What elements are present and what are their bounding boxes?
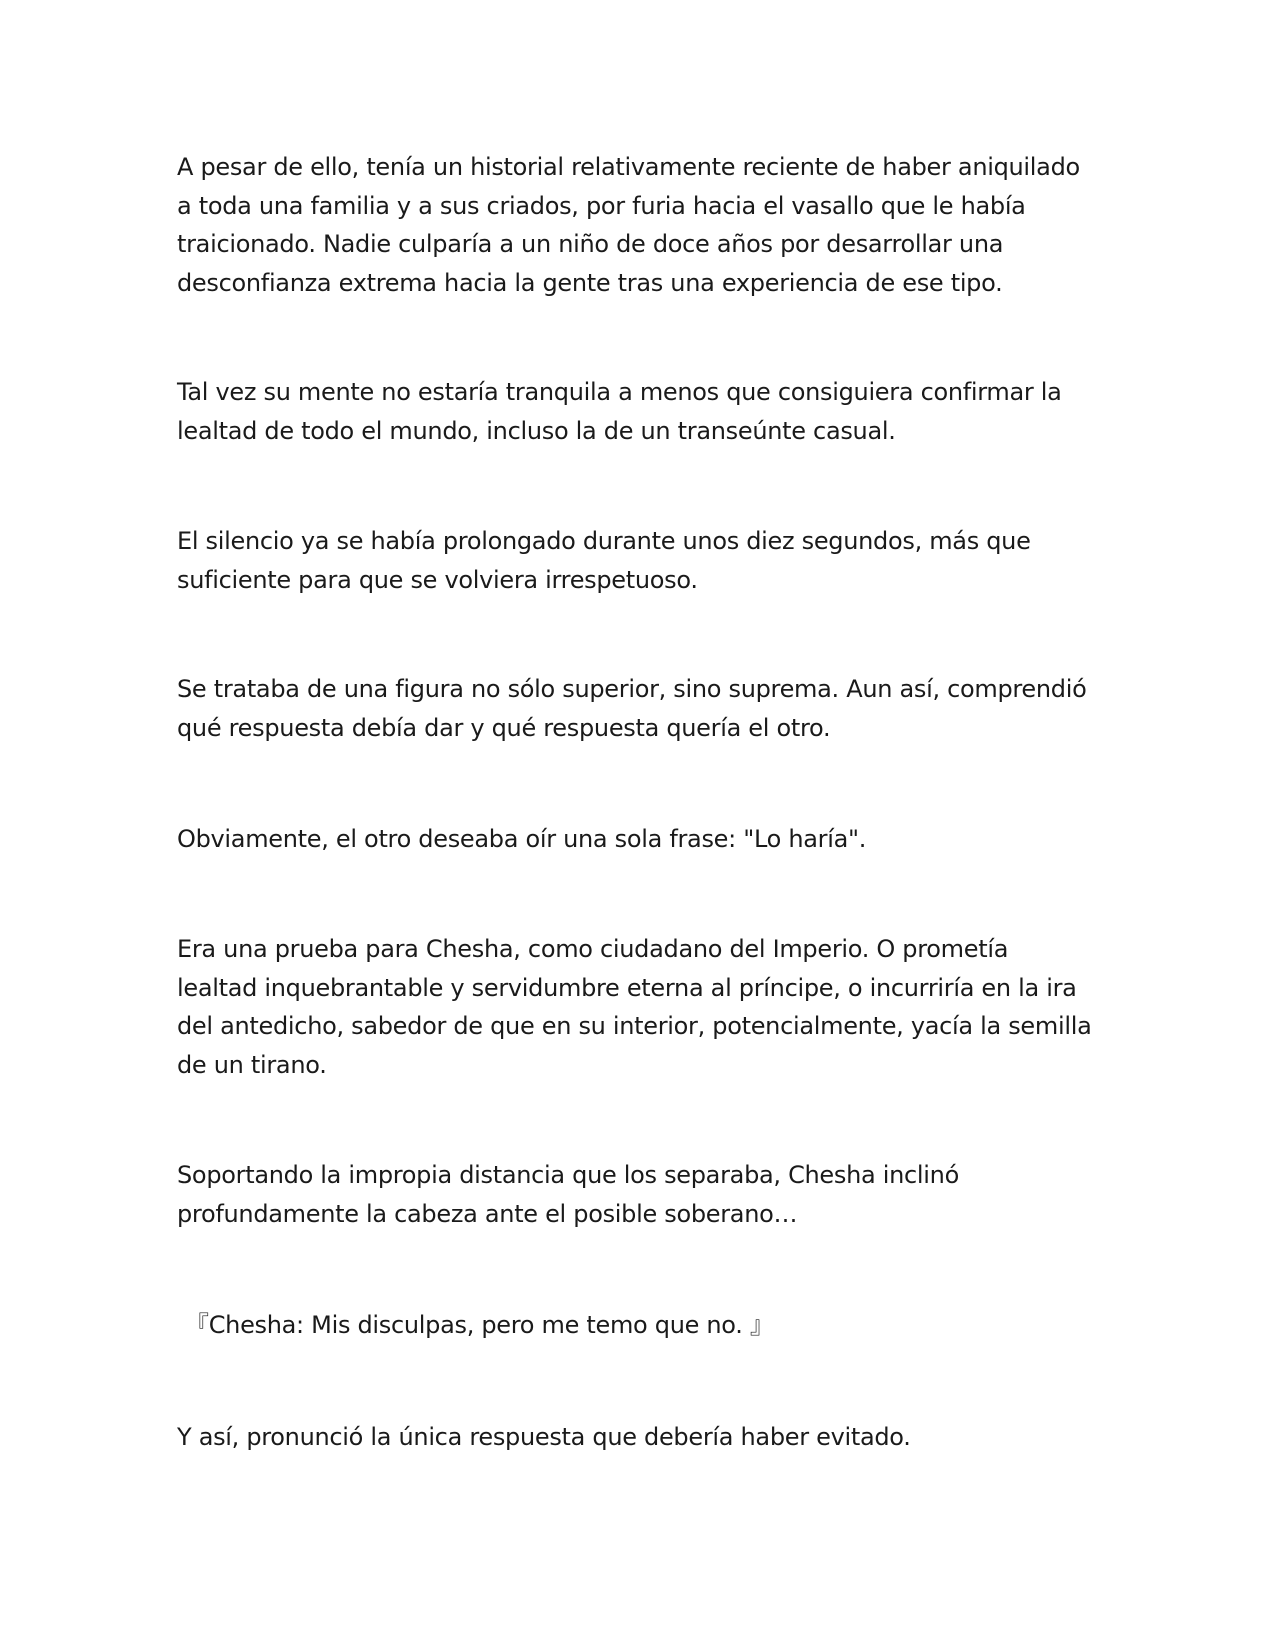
text-line: suficiente para que se volviera irrespetuoso.: [177, 565, 698, 594]
paragraph: [177, 522, 1107, 599]
text-line: El silencio ya se había prolongado durante unos diez segundos, más que: [177, 527, 1031, 555]
text-line: traicionado. Nadie culparía a un niño de doce años por desarrollar una: [177, 230, 1004, 258]
paragraph: [177, 1156, 1107, 1233]
text-line: qué respuesta debía dar y qué respuesta quería el otro.: [177, 713, 831, 742]
text-line: Soportando la impropia distancia que los separaba, Chesha inclinó: [177, 1161, 959, 1189]
text-line: profundamente la cabeza ante el posible soberano…: [177, 1199, 798, 1228]
paragraph: [177, 1418, 1107, 1457]
paragraph: [177, 930, 1107, 1084]
paragraph: [177, 148, 1107, 302]
text-line: 『Chesha: Mis disculpas, pero me temo que no. 』: [185, 1311, 774, 1339]
dialogue-line: [185, 1306, 1115, 1345]
text-line: lealtad inquebrantable y servidumbre eterna al príncipe, o incurriría en la ira: [177, 973, 1077, 1002]
text-line: Y así, pronunció la única respuesta que debería haber evitado.: [177, 1423, 911, 1451]
text-line: lealtad de todo el mundo, incluso la de un transeúnte casual.: [177, 416, 896, 445]
text-line: Era una prueba para Chesha, como ciudadano del Imperio. O prometía: [177, 935, 1009, 963]
paragraph: [177, 820, 1107, 859]
text-line: del antedicho, sabedor de que en su interior, potencialmente, yacía la semilla: [177, 1012, 1092, 1040]
paragraph: [177, 373, 1107, 450]
text-line: A pesar de ello, tenía un historial relativamente reciente de haber aniquilado: [177, 153, 1080, 181]
text-line: Se trataba de una figura no sólo superior, sino suprema. Aun así, comprendió: [177, 675, 1087, 703]
text-line: de un tirano.: [177, 1050, 327, 1079]
paragraph: [177, 670, 1107, 747]
text-line: a toda una familia y a sus criados, por furia hacia el vasallo que le había: [177, 191, 1026, 220]
text-line: Obviamente, el otro deseaba oír una sola frase: "Lo haría".: [177, 825, 867, 853]
text-line: desconfianza extrema hacia la gente tras una experiencia de ese tipo.: [177, 268, 1003, 297]
text-line: Tal vez su mente no estaría tranquila a menos que consiguiera confirmar la: [177, 378, 1062, 406]
